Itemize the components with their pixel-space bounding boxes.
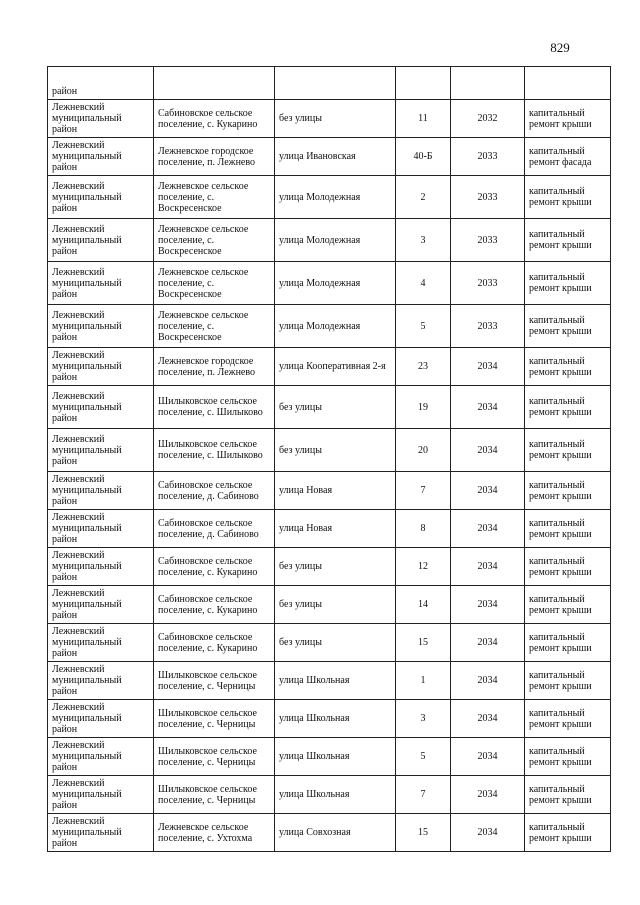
street-cell: улица Кооперативная 2-я xyxy=(275,348,396,386)
district-cell: Лежневский муниципальный район xyxy=(48,219,154,262)
settlement-cell: Шилыковское сельское поселение, с. Шилыково xyxy=(154,429,275,472)
street-cell: без улицы xyxy=(275,548,396,586)
settlement-cell: Шилыковское сельское поселение, с. Черницы xyxy=(154,776,275,814)
year-cell: 2032 xyxy=(451,100,525,138)
house-number-cell: 40-Б xyxy=(396,138,451,176)
table-row xyxy=(48,305,611,348)
year-cell: 2033 xyxy=(451,305,525,348)
year-cell: 2034 xyxy=(451,510,525,548)
district-cell: Лежневский муниципальный район xyxy=(48,814,154,852)
table-row xyxy=(48,262,611,305)
table-row xyxy=(48,624,611,662)
district-cell: Лежневский муниципальный район xyxy=(48,176,154,219)
street-cell: улица Новая xyxy=(275,472,396,510)
house-number-cell: 1 xyxy=(396,662,451,700)
settlement-cell: Сабиновское сельское поселение, с. Кукарино xyxy=(154,100,275,138)
house-number-cell: 11 xyxy=(396,100,451,138)
year-cell: 2034 xyxy=(451,348,525,386)
year-cell: 2034 xyxy=(451,624,525,662)
settlement-cell: Шилыковское сельское поселение, с. Черницы xyxy=(154,662,275,700)
work-type-cell: капитальный ремонт крыши xyxy=(525,348,611,386)
district-cell: Лежневский муниципальный район xyxy=(48,386,154,429)
house-number-cell: 4 xyxy=(396,262,451,305)
work-type-cell: капитальный ремонт крыши xyxy=(525,548,611,586)
settlement-cell xyxy=(154,67,275,100)
street-cell: улица Ивановская xyxy=(275,138,396,176)
year-cell: 2034 xyxy=(451,472,525,510)
settlement-cell: Лежневское сельское поселение, с. Воскресенское xyxy=(154,262,275,305)
table-row xyxy=(48,100,611,138)
table-row xyxy=(48,586,611,624)
table-row xyxy=(48,219,611,262)
district-cell: Лежневский муниципальный район xyxy=(48,624,154,662)
street-cell: улица Школьная xyxy=(275,662,396,700)
settlement-cell: Лежневское сельское поселение, с. Воскресенское xyxy=(154,219,275,262)
street-cell xyxy=(275,67,396,100)
district-cell: район xyxy=(48,67,154,100)
district-cell: Лежневский муниципальный район xyxy=(48,510,154,548)
house-number-cell: 15 xyxy=(396,624,451,662)
year-cell xyxy=(451,67,525,100)
year-cell: 2033 xyxy=(451,262,525,305)
table-row xyxy=(48,738,611,776)
table-row-continued xyxy=(48,67,611,100)
work-type-cell: капитальный ремонт фасада xyxy=(525,138,611,176)
settlement-cell: Лежневское городское поселение, п. Лежнево xyxy=(154,138,275,176)
settlement-cell: Лежневское городское поселение, п. Лежнево xyxy=(154,348,275,386)
year-cell: 2033 xyxy=(451,138,525,176)
house-number-cell: 20 xyxy=(396,429,451,472)
settlement-cell: Шилыковское сельское поселение, с. Черницы xyxy=(154,738,275,776)
district-cell: Лежневский муниципальный район xyxy=(48,586,154,624)
district-cell: Лежневский муниципальный район xyxy=(48,138,154,176)
settlement-cell: Лежневское сельское поселение, с. Воскресенское xyxy=(154,176,275,219)
settlement-cell: Лежневское сельское поселение, с. Воскресенское xyxy=(154,305,275,348)
street-cell: улица Молодежная xyxy=(275,262,396,305)
settlement-cell: Сабиновское сельское поселение, с. Кукарино xyxy=(154,586,275,624)
house-number-cell: 3 xyxy=(396,700,451,738)
house-number-cell xyxy=(396,67,451,100)
work-type-cell: капитальный ремонт крыши xyxy=(525,305,611,348)
year-cell: 2034 xyxy=(451,548,525,586)
house-number-cell: 15 xyxy=(396,814,451,852)
year-cell: 2034 xyxy=(451,738,525,776)
street-cell: улица Совхозная xyxy=(275,814,396,852)
year-cell: 2034 xyxy=(451,776,525,814)
house-number-cell: 5 xyxy=(396,305,451,348)
table-row xyxy=(48,814,611,852)
district-cell: Лежневский муниципальный район xyxy=(48,700,154,738)
table-row xyxy=(48,429,611,472)
settlement-cell: Сабиновское сельское поселение, д. Сабиново xyxy=(154,472,275,510)
settlement-cell: Шилыковское сельское поселение, с. Черницы xyxy=(154,700,275,738)
year-cell: 2034 xyxy=(451,386,525,429)
work-type-cell: капитальный ремонт крыши xyxy=(525,262,611,305)
work-type-cell xyxy=(525,67,611,100)
house-number-cell: 7 xyxy=(396,776,451,814)
year-cell: 2033 xyxy=(451,176,525,219)
street-cell: улица Молодежная xyxy=(275,176,396,219)
street-cell: без улицы xyxy=(275,586,396,624)
street-cell: без улицы xyxy=(275,100,396,138)
house-number-cell: 2 xyxy=(396,176,451,219)
house-number-cell: 8 xyxy=(396,510,451,548)
work-type-cell: капитальный ремонт крыши xyxy=(525,662,611,700)
year-cell: 2033 xyxy=(451,219,525,262)
street-cell: улица Молодежная xyxy=(275,219,396,262)
year-cell: 2034 xyxy=(451,586,525,624)
table-row xyxy=(48,176,611,219)
work-type-cell: капитальный ремонт крыши xyxy=(525,429,611,472)
work-type-cell: капитальный ремонт крыши xyxy=(525,386,611,429)
table-row xyxy=(48,138,611,176)
street-cell: без улицы xyxy=(275,386,396,429)
street-cell: улица Новая xyxy=(275,510,396,548)
house-number-cell: 3 xyxy=(396,219,451,262)
district-cell: Лежневский муниципальный район xyxy=(48,429,154,472)
district-cell: Лежневский муниципальный район xyxy=(48,776,154,814)
table-row xyxy=(48,348,611,386)
settlement-cell: Сабиновское сельское поселение, с. Кукарино xyxy=(154,548,275,586)
table-row xyxy=(48,472,611,510)
street-cell: улица Молодежная xyxy=(275,305,396,348)
street-cell: улица Школьная xyxy=(275,738,396,776)
table-body xyxy=(48,67,611,852)
work-type-cell: капитальный ремонт крыши xyxy=(525,176,611,219)
district-cell: Лежневский муниципальный район xyxy=(48,548,154,586)
house-number-cell: 5 xyxy=(396,738,451,776)
district-cell: Лежневский муниципальный район xyxy=(48,262,154,305)
work-type-cell: капитальный ремонт крыши xyxy=(525,776,611,814)
year-cell: 2034 xyxy=(451,814,525,852)
table-row xyxy=(48,386,611,429)
street-cell: улица Школьная xyxy=(275,700,396,738)
district-cell: Лежневский муниципальный район xyxy=(48,662,154,700)
street-cell: без улицы xyxy=(275,624,396,662)
work-type-cell: капитальный ремонт крыши xyxy=(525,700,611,738)
settlement-cell: Сабиновское сельское поселение, д. Сабиново xyxy=(154,510,275,548)
house-number-cell: 14 xyxy=(396,586,451,624)
work-type-cell: капитальный ремонт крыши xyxy=(525,624,611,662)
table-row xyxy=(48,700,611,738)
street-cell: без улицы xyxy=(275,429,396,472)
settlement-cell: Лежневское сельское поселение, с. Ухтохма xyxy=(154,814,275,852)
table-row xyxy=(48,510,611,548)
year-cell: 2034 xyxy=(451,700,525,738)
work-type-cell: капитальный ремонт крыши xyxy=(525,814,611,852)
district-cell: Лежневский муниципальный район xyxy=(48,305,154,348)
district-cell: Лежневский муниципальный район xyxy=(48,348,154,386)
street-cell: улица Школьная xyxy=(275,776,396,814)
work-type-cell: капитальный ремонт крыши xyxy=(525,510,611,548)
house-number-cell: 23 xyxy=(396,348,451,386)
work-type-cell: капитальный ремонт крыши xyxy=(525,219,611,262)
work-type-cell: капитальный ремонт крыши xyxy=(525,586,611,624)
page-number: 829 xyxy=(550,40,570,55)
house-number-cell: 7 xyxy=(396,472,451,510)
district-cell: Лежневский муниципальный район xyxy=(48,472,154,510)
table-row xyxy=(48,776,611,814)
settlement-cell: Сабиновское сельское поселение, с. Кукарино xyxy=(154,624,275,662)
work-type-cell: капитальный ремонт крыши xyxy=(525,100,611,138)
house-number-cell: 19 xyxy=(396,386,451,429)
year-cell: 2034 xyxy=(451,662,525,700)
year-cell: 2034 xyxy=(451,429,525,472)
house-number-cell: 12 xyxy=(396,548,451,586)
work-type-cell: капитальный ремонт крыши xyxy=(525,472,611,510)
district-cell: Лежневский муниципальный район xyxy=(48,738,154,776)
repair-schedule-table xyxy=(47,66,611,852)
district-cell: Лежневский муниципальный район xyxy=(48,100,154,138)
table-row xyxy=(48,662,611,700)
settlement-cell: Шилыковское сельское поселение, с. Шилыково xyxy=(154,386,275,429)
work-type-cell: капитальный ремонт крыши xyxy=(525,738,611,776)
table-row xyxy=(48,548,611,586)
